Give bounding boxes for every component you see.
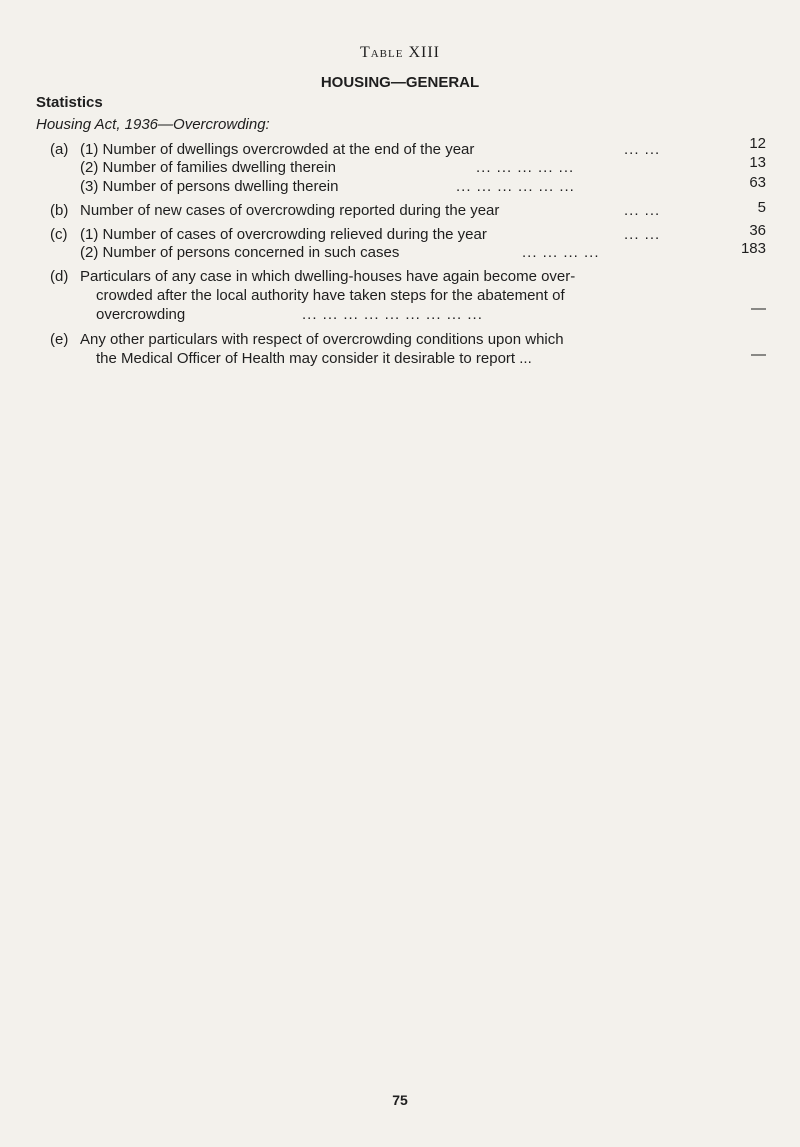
item-a-marker: (a) [50, 141, 69, 158]
item-d-line1: Particulars of any case in which dwelling-houses have again become over- [80, 268, 576, 285]
item-a3-value: 63 [749, 174, 766, 191]
item-b-text: Number of new cases of overcrowding reported during the year [80, 202, 500, 219]
item-b-leader: ... ... [624, 202, 661, 219]
item-e-line2: the Medical Officer of Health may consider it desirable to report ... [96, 350, 532, 367]
item-a2-leader: ... ... ... ... ... [476, 159, 575, 176]
item-b-marker: (b) [50, 202, 69, 219]
item-c2-text: (2) Number of persons concerned in such cases [80, 244, 400, 261]
item-c1-text: (1) Number of cases of overcrowding relieved during the year [80, 226, 487, 243]
item-a2-text: (2) Number of families dwelling therein [80, 159, 336, 176]
item-a3-text: (3) Number of persons dwelling therein [80, 178, 339, 195]
item-d-line3: overcrowding [96, 306, 186, 323]
item-a3-leader: ... ... ... ... ... ... [456, 178, 575, 195]
item-c2-leader: ... ... ... ... [522, 244, 600, 261]
item-e-line1: Any other particulars with respect of overcrowding conditions upon which [80, 331, 564, 348]
item-c1-value: 36 [749, 222, 766, 239]
item-a1-leader: ... ... [624, 141, 661, 158]
item-a1-text: (1) Number of dwellings overcrowded at the end of the year [80, 141, 475, 158]
act-subheading: Housing Act, 1936—Overcrowding: [36, 116, 270, 133]
item-e-marker: (e) [50, 331, 69, 348]
page-title: HOUSING—GENERAL [320, 74, 480, 91]
item-a2-value: 13 [749, 154, 766, 171]
item-b-value: 5 [757, 199, 766, 216]
section-heading: Statistics [36, 94, 103, 111]
table-label: Table XIII [359, 44, 441, 61]
item-d-value: — [751, 300, 766, 317]
item-a1-value: 12 [749, 135, 766, 152]
item-e-value: — [751, 346, 766, 363]
page-number: 75 [392, 1092, 408, 1108]
item-c1-leader: ... ... [624, 226, 661, 243]
item-d-marker: (d) [50, 268, 69, 285]
item-c2-value: 183 [740, 240, 766, 257]
item-c-marker: (c) [50, 226, 68, 243]
item-d-line2: crowded after the local authority have taken steps for the abatement of [96, 287, 565, 304]
item-d-leader: ... ... ... ... ... ... ... ... ... [302, 306, 483, 323]
